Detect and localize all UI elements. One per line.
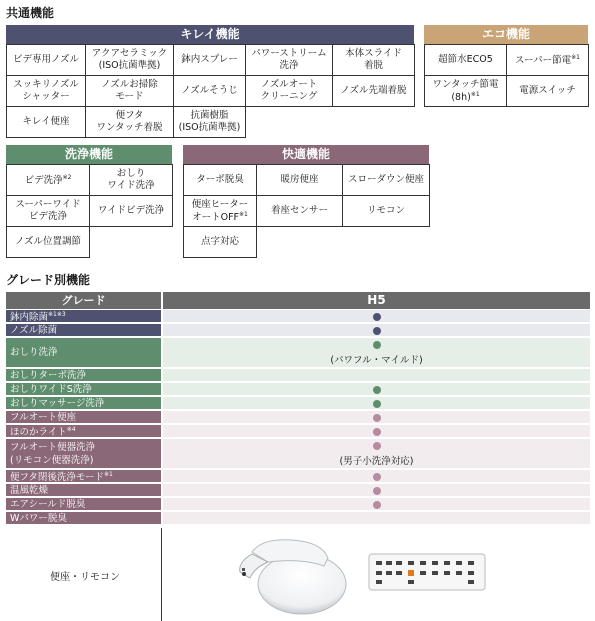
grade-row-note: ※1: [103, 471, 113, 478]
availability-dot: [373, 487, 381, 495]
kirei-functions-group: [6, 25, 414, 138]
senjo-cell-label: ビデ洗浄$^{※2}$: [24, 173, 72, 186]
eco-cell: [506, 44, 589, 76]
availability-dot: [373, 442, 381, 450]
kaiteki-cell: [183, 195, 257, 227]
grade-row-label: [6, 425, 161, 438]
kirei-cell: [332, 75, 415, 107]
availability-dot: [373, 341, 381, 349]
eco-cell: [424, 75, 507, 107]
senjo-cell: [6, 195, 90, 227]
grade-row-label-text: ノズル除菌: [10, 324, 58, 336]
kaiteki-cell-label: ターボ脱臭: [196, 174, 244, 186]
kaiteki-cell-note: ※1: [239, 210, 248, 218]
grade-row-label-text: おしり洗浄: [10, 347, 58, 358]
grade-row-note: ※4: [66, 426, 76, 433]
kirei-cell: [85, 106, 174, 138]
senjo-cell-label: おしり ワイド洗浄: [107, 168, 155, 191]
grade-row-value: [163, 498, 590, 511]
kirei-functions-header: キレイ機能: [6, 25, 414, 44]
grade-header-label: グレード: [6, 292, 161, 309]
senjo-cell: [6, 226, 90, 258]
availability-dot: [373, 414, 381, 422]
kirei-cell: [245, 44, 333, 76]
kirei-cell: [245, 75, 333, 107]
grade-row-value: [163, 411, 590, 424]
common-functions-title: 共通機能: [6, 6, 55, 20]
senjo-cell-label: ワイドビデ洗浄: [97, 205, 165, 217]
grade-row-value: [163, 369, 590, 382]
kaiteki-cell: [183, 226, 257, 258]
kirei-cell-label: キレイ便座: [22, 116, 70, 128]
grade-row-label-text: おしりマッサージ洗浄: [10, 397, 105, 409]
grade-row-value: [163, 425, 590, 438]
kaiteki-cell: [342, 195, 430, 227]
grade-rows: [6, 310, 590, 525]
grade-table: [6, 292, 590, 525]
eco-cell-label: ワンタッチ節電 $(8h)^{※1}$: [432, 78, 499, 103]
grade-row-label: [6, 512, 161, 525]
eco-cell-note: ※1: [571, 53, 580, 61]
grade-functions-title: グレード別機能: [6, 273, 91, 287]
toilet-seat-image: [232, 532, 350, 618]
grade-row-label-text: Wパワー脱臭: [10, 512, 67, 524]
kirei-cell: [6, 75, 86, 107]
kaiteki-cell: [256, 164, 343, 196]
senjo-functions-group: [6, 145, 172, 257]
kirei-cell-label: 抗菌樹脂 (ISO抗菌準拠): [178, 110, 241, 133]
grade-row-label-text: おしりワイドS洗浄: [10, 383, 92, 395]
grade-row-value: [163, 310, 590, 323]
availability-dot: [373, 428, 381, 436]
eco-cell: [424, 44, 507, 76]
product-divider: [161, 528, 162, 621]
kirei-cell: [173, 44, 246, 76]
eco-cell: [506, 75, 589, 107]
eco-cell-label: 超節水ECO5: [438, 54, 493, 66]
availability-dot: [373, 473, 381, 481]
senjo-cell: [89, 164, 173, 196]
grade-row-subtext: (男子小洗浄対応): [339, 456, 414, 467]
grade-row-label: [6, 439, 161, 469]
kirei-cell-label: 鉢内スプレー: [181, 54, 238, 66]
kirei-cell-label: パワーストリーム 洗浄: [251, 48, 327, 71]
kaiteki-cell: [342, 164, 430, 196]
eco-functions-header: エコ機能: [424, 25, 588, 44]
kaiteki-cell-label: 暖房便座: [280, 174, 319, 186]
grade-row-label: [6, 498, 161, 511]
kirei-cell: [173, 106, 246, 138]
kirei-cell-label: ノズルそうじ: [181, 85, 238, 97]
kaiteki-cell-label: 点字対応: [200, 236, 239, 248]
kaiteki-cell-label: スローダウン便座: [347, 174, 424, 186]
grade-row-label: [6, 383, 161, 396]
senjo-cell: [89, 195, 173, 227]
product-label: 便座・リモコン: [50, 572, 120, 583]
grade-row-subtext: (パワフル・マイルド): [330, 355, 423, 366]
kaiteki-cell-label: 着座センサー: [270, 205, 328, 217]
availability-dot: [373, 400, 381, 408]
kirei-cell-label: スッキリノズル シャッター: [13, 79, 79, 102]
senjo-cell: [6, 164, 90, 196]
grade-row-value: [163, 439, 590, 469]
grade-row-label: [6, 484, 161, 497]
grade-row-label-text: ほのかライト$^{※4}$: [10, 426, 76, 438]
grade-row-label: [6, 369, 161, 382]
kirei-cell-label: 本体スライド 着脱: [345, 48, 402, 71]
kaiteki-cell-label: リモコン: [366, 205, 405, 217]
kaiteki-functions-group: [183, 145, 429, 257]
availability-dot: [373, 327, 381, 335]
availability-dot: [373, 386, 381, 394]
kaiteki-cell: [256, 195, 343, 227]
grade-header-model: H5: [163, 292, 590, 309]
kaiteki-cell-label: 便座ヒーター オートOFF$^{※1}$: [191, 198, 249, 223]
kirei-cell-label: ノズルオート クリーニング: [260, 79, 318, 102]
kirei-cell-label: ノズルお掃除 モード: [101, 79, 158, 102]
eco-functions-group: [424, 25, 588, 105]
kirei-cell-label: ビデ専用ノズル: [12, 54, 80, 66]
kirei-cell: [85, 75, 174, 107]
availability-dot: [373, 501, 381, 509]
grade-row-value: [163, 484, 590, 497]
grade-row-label: [6, 324, 161, 337]
grade-row-label-text: フルオート便器洗浄 (リモコン便器洗浄): [10, 441, 96, 466]
availability-dot: [373, 313, 381, 321]
grade-row-value: [163, 470, 590, 483]
kirei-cell: [332, 44, 415, 76]
kirei-cell-label: 便フタ ワンタッチ着脱: [96, 110, 163, 133]
grade-row-note: ※1※3: [48, 311, 66, 318]
kirei-cell: [6, 44, 86, 76]
grade-row-label: [6, 310, 161, 323]
grade-row-value: [163, 512, 590, 525]
kaiteki-cell: [183, 164, 257, 196]
grade-row-value: [163, 383, 590, 396]
senjo-functions-header: 洗浄機能: [6, 145, 172, 164]
eco-cell-label: スーパー節電$^{※1}$: [515, 53, 580, 66]
grade-row-value: [163, 324, 590, 337]
kaiteki-functions-header: 快適機能: [183, 145, 429, 164]
eco-cell-note: ※1: [470, 90, 480, 98]
senjo-cell-label: ノズル位置調節: [14, 236, 82, 248]
grade-row-value: [163, 397, 590, 410]
grade-row-label-text: エアシールド脱臭: [10, 498, 86, 510]
grade-row-label: [6, 397, 161, 410]
grade-row-label-text: 便フタ閉後洗浄モード$^{※1}$: [10, 471, 113, 483]
kirei-cell-label: ノズル先端着脱: [340, 85, 407, 97]
grade-row-label-text: 鉢内除菌$^{※1※3}$: [10, 311, 66, 323]
eco-cell-label: 電源スイッチ: [519, 85, 576, 97]
grade-row-value: [163, 338, 590, 368]
senjo-cell-note: ※2: [62, 173, 72, 181]
kirei-cell: [85, 44, 174, 76]
grade-row-label: [6, 470, 161, 483]
grade-row-label-text: おしりターボ洗浄: [10, 369, 87, 381]
kirei-cell: [173, 75, 246, 107]
remote-control-image: [368, 553, 486, 591]
grade-row-label-text: フルオート便座: [10, 411, 77, 423]
kirei-cell-label: アクアセラミック (ISO抗菌準拠): [91, 48, 168, 71]
senjo-cell-label: スーパーワイド ビデ洗浄: [15, 199, 81, 222]
grade-row-label: [6, 338, 161, 368]
kirei-cell: [6, 106, 86, 138]
grade-row-label-text: 温風乾燥: [10, 484, 49, 496]
